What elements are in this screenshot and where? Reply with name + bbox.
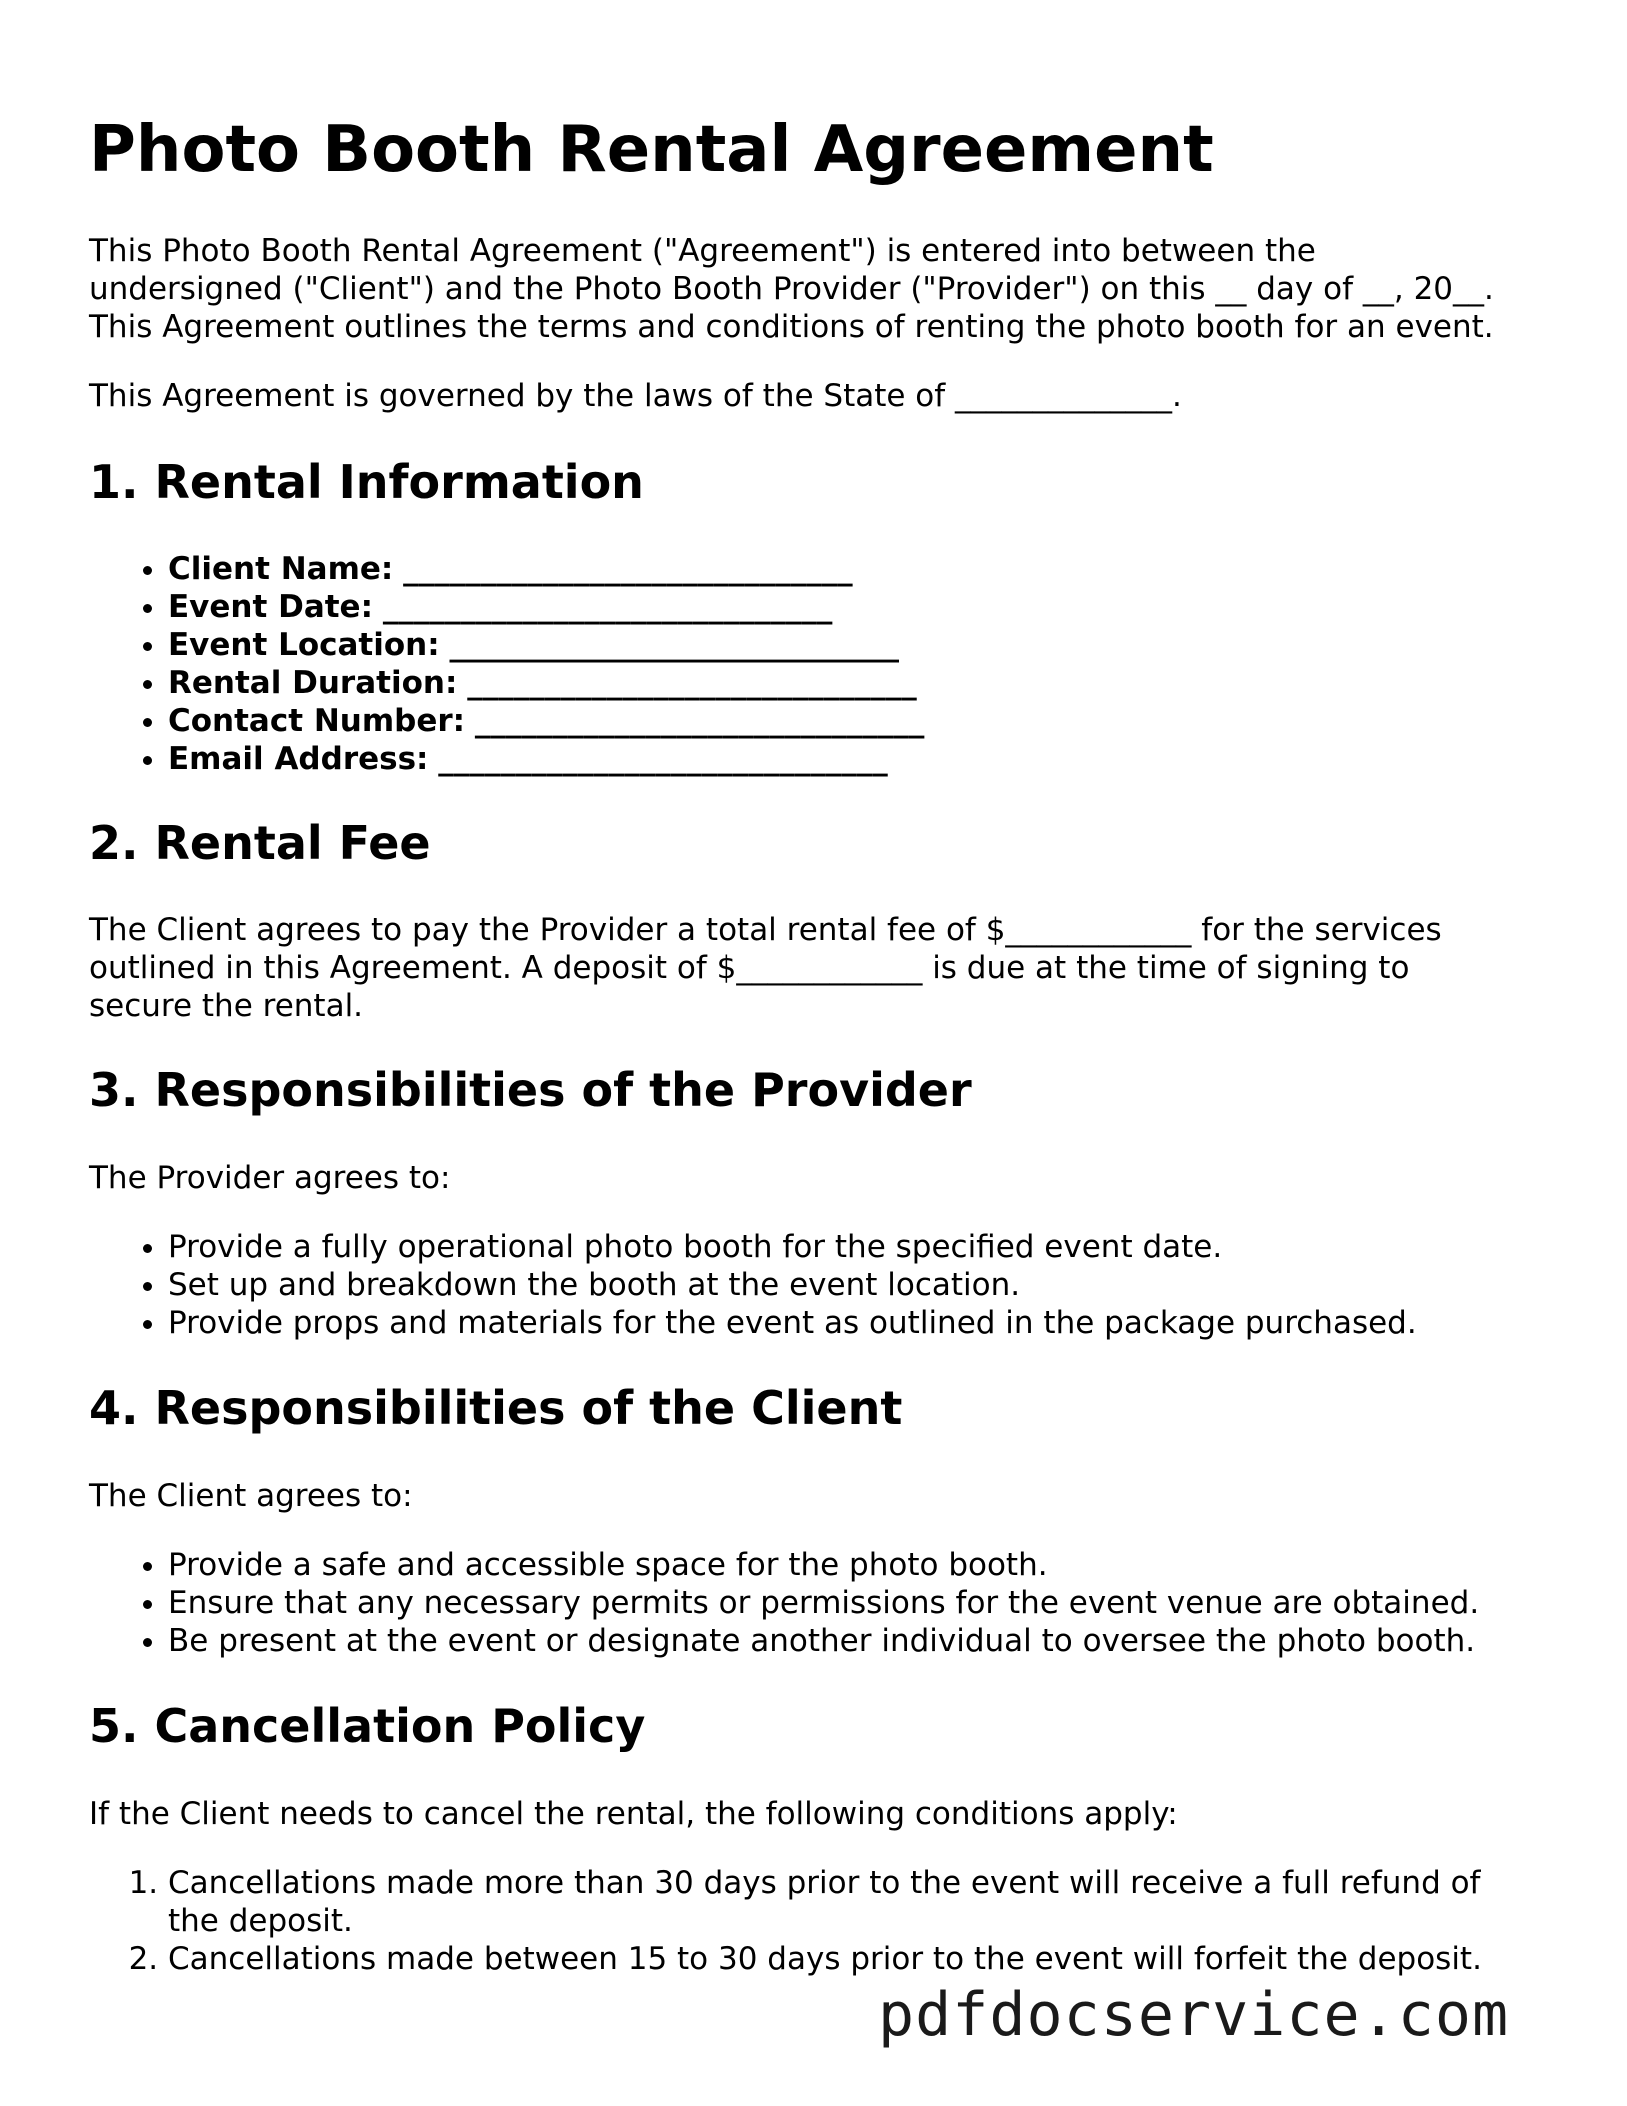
rental-fee-paragraph: The Client agrees to pay the Provider a total rental fee of $____________ for the services outlined in this Agreement. A deposit of $____________ is due at the time of signing to secure the rental. <box>89 912 1442 1024</box>
governing-law-paragraph: This Agreement is governed by the laws of the State of ______________. <box>89 378 1182 414</box>
field-blank: _____________________________ <box>474 703 925 739</box>
client-responsibilities-list <box>89 1546 1568 1660</box>
field-label: Event Date: <box>168 589 373 625</box>
provider-lead-text: The Provider agrees to: <box>89 1160 451 1196</box>
list-item: • Set up and breakdown the booth at the event location. <box>168 1266 1568 1304</box>
intro-line: undersigned ("Client") and the Photo Booth Provider ("Provider") on this __ day of __, 20__. <box>89 271 1494 307</box>
field-email-address <box>168 740 1568 778</box>
field-contact-number <box>168 702 1568 740</box>
section-heading-rental-fee: 2. Rental Fee <box>89 816 431 870</box>
list-item: • Be present at the event or designate another individual to oversee the photo booth. <box>168 1622 1568 1660</box>
field-label: Rental Duration: <box>168 665 458 701</box>
list-item: • Provide a fully operational photo booth for the specified event date. <box>168 1228 1568 1266</box>
document-title: Photo Booth Rental Agreement <box>89 113 1214 187</box>
list-item: 1. Cancellations made more than 30 days prior to the event will receive a full refund of the deposit. <box>168 1864 1568 1940</box>
provider-responsibilities-list <box>89 1228 1568 1342</box>
field-blank: _____________________________ <box>467 665 917 701</box>
section-heading-cancellation-policy: 5. Cancellation Policy <box>89 1699 646 1753</box>
field-rental-duration <box>168 664 1568 702</box>
cancellation-lead-text: If the Client needs to cancel the rental, the following conditions apply: <box>89 1796 1178 1832</box>
field-event-date <box>168 588 1568 626</box>
list-item: • Provide props and materials for the event as outlined in the package purchased. <box>168 1304 1568 1342</box>
field-event-location <box>168 626 1568 664</box>
field-blank: _____________________________ <box>438 741 888 777</box>
field-label: Event Location: <box>168 627 440 663</box>
section-heading-provider-responsibilities: 3. Responsibilities of the Provider <box>89 1063 972 1117</box>
field-label: Client Name: <box>168 551 394 587</box>
field-label: Email Address: <box>168 741 429 777</box>
field-blank: _____________________________ <box>403 551 853 587</box>
section-heading-rental-information: 1. Rental Information <box>89 455 644 509</box>
field-client-name <box>168 550 1568 588</box>
section-heading-client-responsibilities: 4. Responsibilities of the Client <box>89 1381 903 1435</box>
rental-information-list <box>89 550 1568 778</box>
client-lead-text: The Client agrees to: <box>89 1478 413 1514</box>
intro-paragraph <box>89 232 1559 346</box>
list-item: 2. Cancellations made between 15 to 30 days prior to the event will forfeit the deposit. <box>168 1940 1568 1978</box>
watermark-text: pdfdocservice.com <box>878 1980 1510 2050</box>
intro-line: This Photo Booth Rental Agreement ("Agreement") is entered into between the <box>89 233 1316 269</box>
field-label: Contact Number: <box>168 703 466 739</box>
field-blank: _____________________________ <box>382 589 833 625</box>
intro-line: This Agreement outlines the terms and conditions of renting the photo booth for an event. <box>89 309 1494 345</box>
list-item: • Provide a safe and accessible space for the photo booth. <box>168 1546 1568 1584</box>
field-blank: _____________________________ <box>449 627 900 663</box>
list-item: • Ensure that any necessary permits or permissions for the event venue are obtained. <box>168 1584 1568 1622</box>
cancellation-policy-list <box>89 1864 1568 1978</box>
